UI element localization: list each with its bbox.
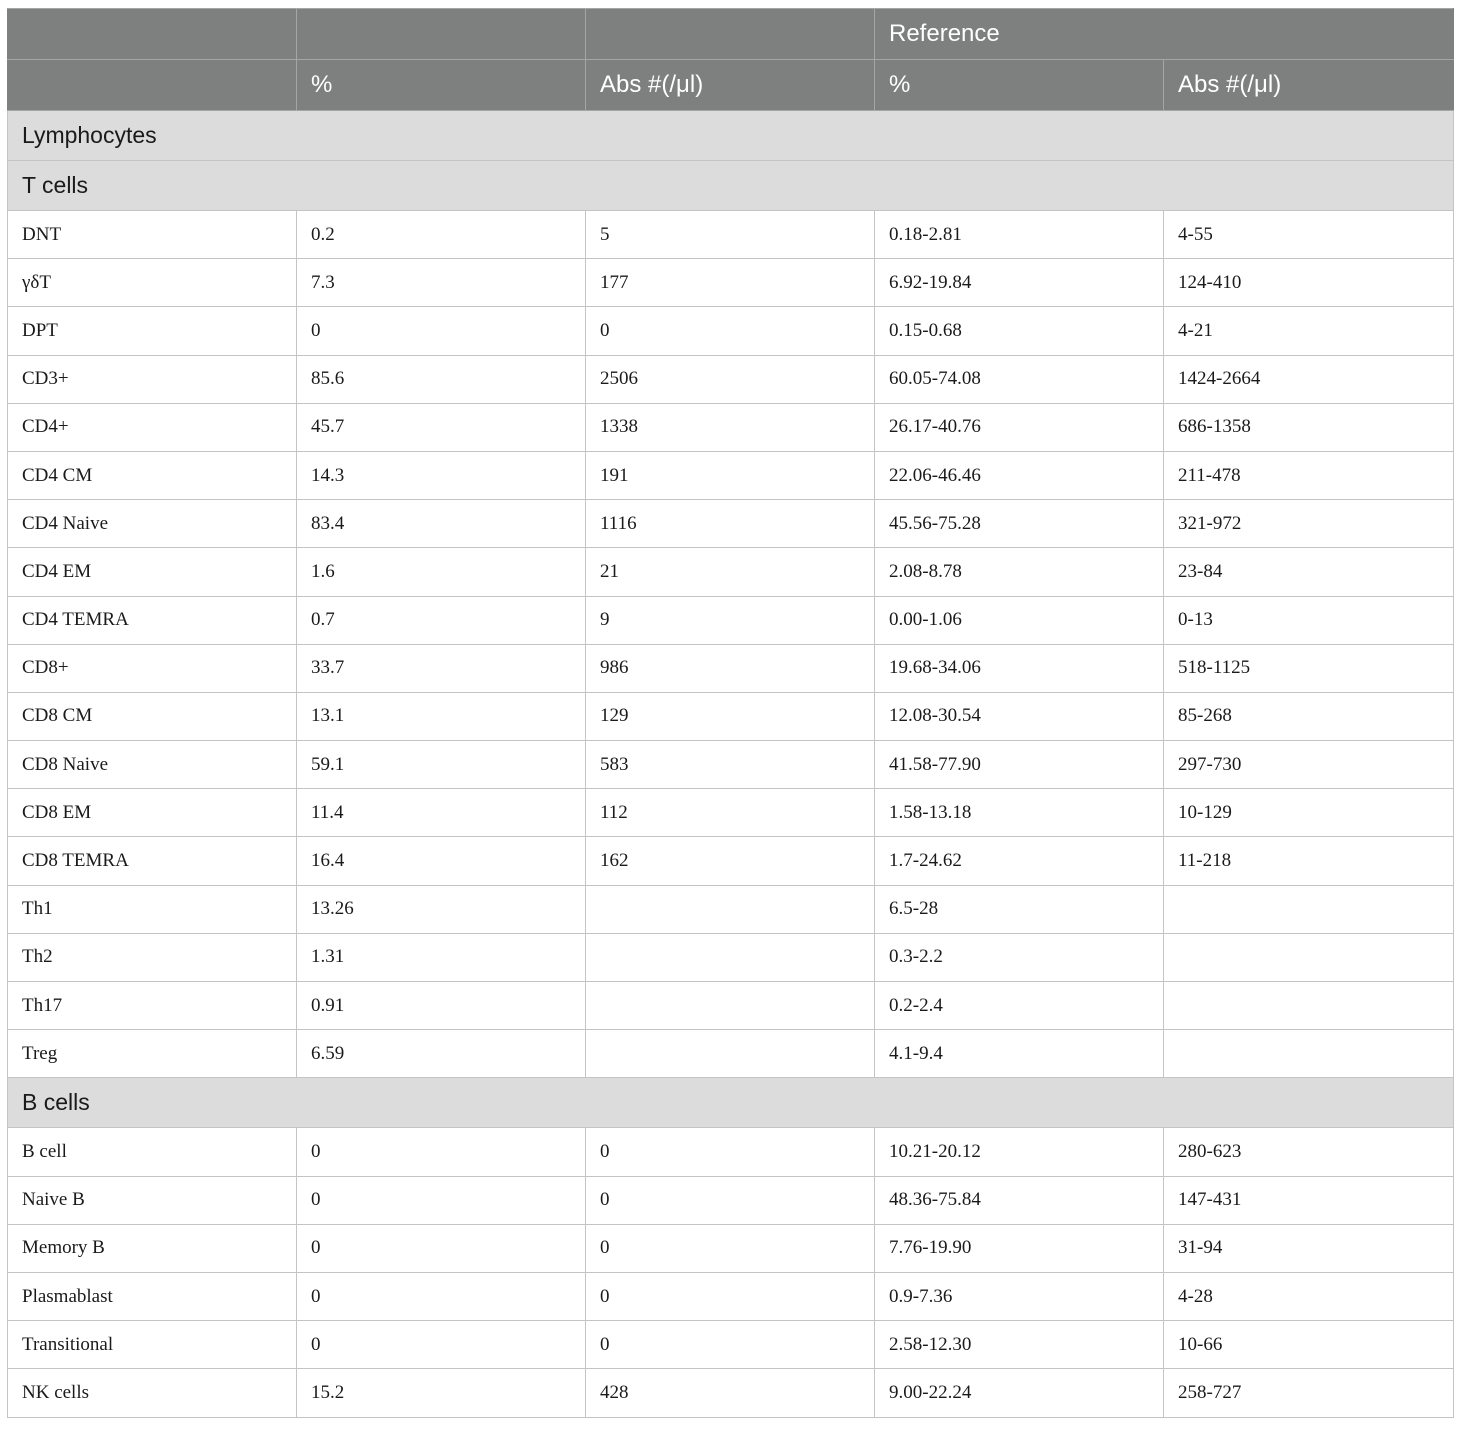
header-cell: [586, 9, 875, 60]
table-cell: 0: [297, 1176, 586, 1224]
table-cell: 1424-2664: [1164, 355, 1454, 403]
header-cell: [297, 9, 586, 60]
table-cell: 0: [586, 1128, 875, 1176]
table-cell: 59.1: [297, 741, 586, 789]
table-row: [8, 500, 1454, 548]
table-row: [8, 451, 1454, 499]
row-label: Plasmablast: [8, 1272, 297, 1320]
table-cell: 22.06-46.46: [875, 451, 1164, 499]
table-cell: [586, 982, 875, 1030]
table-cell: 85-268: [1164, 692, 1454, 740]
table-cell: 83.4: [297, 500, 586, 548]
table-cell: 41.58-77.90: [875, 741, 1164, 789]
table-row: [8, 548, 1454, 596]
table-cell: 9: [586, 596, 875, 644]
table-cell: 11.4: [297, 789, 586, 837]
table-cell: 112: [586, 789, 875, 837]
row-label: NK cells: [8, 1369, 297, 1417]
table-cell: 11-218: [1164, 837, 1454, 885]
header-cell: [8, 9, 297, 60]
row-label: Memory B: [8, 1224, 297, 1272]
table-cell: 33.7: [297, 644, 586, 692]
table-cell: 0: [586, 1321, 875, 1369]
table-cell: 0.2: [297, 211, 586, 259]
table-row: [8, 982, 1454, 1030]
table-cell: 191: [586, 451, 875, 499]
table-cell: 60.05-74.08: [875, 355, 1164, 403]
row-label: γδT: [8, 259, 297, 307]
table-cell: 19.68-34.06: [875, 644, 1164, 692]
table-cell: [1164, 933, 1454, 981]
table-cell: 1116: [586, 500, 875, 548]
table-cell: 7.3: [297, 259, 586, 307]
table-cell: 0: [297, 1321, 586, 1369]
table-row: [8, 789, 1454, 837]
table-row: [8, 644, 1454, 692]
table-row: [8, 692, 1454, 740]
table-cell: 13.26: [297, 885, 586, 933]
table-cell: 1.6: [297, 548, 586, 596]
row-label: CD3+: [8, 355, 297, 403]
table-cell: 280-623: [1164, 1128, 1454, 1176]
table-cell: [1164, 982, 1454, 1030]
table-cell: 6.92-19.84: [875, 259, 1164, 307]
table-cell: 0: [586, 1272, 875, 1320]
table-cell: 147-431: [1164, 1176, 1454, 1224]
table-cell: 4.1-9.4: [875, 1030, 1164, 1078]
header-abs-count: Abs #(/μl): [586, 60, 875, 111]
table-cell: 129: [586, 692, 875, 740]
table-cell: 518-1125: [1164, 644, 1454, 692]
table-cell: 0: [586, 1224, 875, 1272]
table-cell: 0: [297, 1272, 586, 1320]
table-row: [8, 355, 1454, 403]
table-cell: [586, 885, 875, 933]
table-cell: 4-55: [1164, 211, 1454, 259]
table-cell: 162: [586, 837, 875, 885]
row-label: Th1: [8, 885, 297, 933]
table-cell: 14.3: [297, 451, 586, 499]
table-row: [8, 1369, 1454, 1417]
table-cell: 0.7: [297, 596, 586, 644]
table-cell: 16.4: [297, 837, 586, 885]
lymphocyte-subset-table: [7, 8, 1454, 1418]
row-label: CD4 EM: [8, 548, 297, 596]
table-cell: 13.1: [297, 692, 586, 740]
table-cell: 0.91: [297, 982, 586, 1030]
table-row: [8, 1176, 1454, 1224]
table-cell: 211-478: [1164, 451, 1454, 499]
row-label: CD8 CM: [8, 692, 297, 740]
table-cell: 0.2-2.4: [875, 982, 1164, 1030]
table-cell: 2.08-8.78: [875, 548, 1164, 596]
table-row: [8, 837, 1454, 885]
table-row: [8, 1224, 1454, 1272]
table-cell: 2506: [586, 355, 875, 403]
table-cell: 2.58-12.30: [875, 1321, 1164, 1369]
table-cell: 0: [297, 1224, 586, 1272]
header-ref-abs-count: Abs #(/μl): [1164, 60, 1454, 111]
table-header: [8, 9, 1454, 111]
section-label: Lymphocytes: [8, 111, 1454, 161]
table-cell: 0.18-2.81: [875, 211, 1164, 259]
row-label: CD8 TEMRA: [8, 837, 297, 885]
section-row: [8, 1078, 1454, 1128]
table-cell: 1.31: [297, 933, 586, 981]
table-cell: 1.58-13.18: [875, 789, 1164, 837]
table-cell: 321-972: [1164, 500, 1454, 548]
section-label: T cells: [8, 161, 1454, 211]
table-cell: 48.36-75.84: [875, 1176, 1164, 1224]
table-row: [8, 259, 1454, 307]
table-row: [8, 211, 1454, 259]
table-row: [8, 1272, 1454, 1320]
table-cell: 6.59: [297, 1030, 586, 1078]
header-percent: %: [297, 60, 586, 111]
row-label: CD4+: [8, 403, 297, 451]
table-cell: 6.5-28: [875, 885, 1164, 933]
table-row: [8, 1128, 1454, 1176]
table-cell: 0: [586, 307, 875, 355]
table-cell: 258-727: [1164, 1369, 1454, 1417]
table-cell: 1.7-24.62: [875, 837, 1164, 885]
row-label: CD4 TEMRA: [8, 596, 297, 644]
table-cell: 4-21: [1164, 307, 1454, 355]
table-cell: 12.08-30.54: [875, 692, 1164, 740]
table-cell: 583: [586, 741, 875, 789]
row-label: Transitional: [8, 1321, 297, 1369]
row-label: CD8 Naive: [8, 741, 297, 789]
table-cell: 10-66: [1164, 1321, 1454, 1369]
header-row-2: [8, 60, 1454, 111]
row-label: CD4 Naive: [8, 500, 297, 548]
table-body: [8, 111, 1454, 1418]
section-row: [8, 161, 1454, 211]
table-cell: 177: [586, 259, 875, 307]
table-cell: 428: [586, 1369, 875, 1417]
header-cell: [1164, 9, 1454, 60]
table-cell: 686-1358: [1164, 403, 1454, 451]
table-cell: 26.17-40.76: [875, 403, 1164, 451]
table-row: [8, 307, 1454, 355]
row-label: DPT: [8, 307, 297, 355]
table-row: [8, 1321, 1454, 1369]
table-row: [8, 885, 1454, 933]
table-cell: 10.21-20.12: [875, 1128, 1164, 1176]
table-cell: 1338: [586, 403, 875, 451]
row-label: Th17: [8, 982, 297, 1030]
table-cell: 0: [297, 307, 586, 355]
header-cell: [8, 60, 297, 111]
table-cell: 45.7: [297, 403, 586, 451]
table-cell: 0.9-7.36: [875, 1272, 1164, 1320]
table-cell: 15.2: [297, 1369, 586, 1417]
table-cell: 4-28: [1164, 1272, 1454, 1320]
table-cell: 0.3-2.2: [875, 933, 1164, 981]
table-row: [8, 403, 1454, 451]
table-cell: [1164, 885, 1454, 933]
table-row: [8, 596, 1454, 644]
table-row: [8, 933, 1454, 981]
table-cell: [586, 933, 875, 981]
section-label: B cells: [8, 1078, 1454, 1128]
table-cell: 31-94: [1164, 1224, 1454, 1272]
table-cell: 0-13: [1164, 596, 1454, 644]
table-row: [8, 741, 1454, 789]
table-cell: 21: [586, 548, 875, 596]
row-label: B cell: [8, 1128, 297, 1176]
table-cell: 23-84: [1164, 548, 1454, 596]
table-cell: 7.76-19.90: [875, 1224, 1164, 1272]
table-cell: 5: [586, 211, 875, 259]
table-cell: 124-410: [1164, 259, 1454, 307]
table-cell: 0.00-1.06: [875, 596, 1164, 644]
row-label: Naive B: [8, 1176, 297, 1224]
table-cell: 297-730: [1164, 741, 1454, 789]
section-row: [8, 111, 1454, 161]
row-label: CD8 EM: [8, 789, 297, 837]
table-cell: 9.00-22.24: [875, 1369, 1164, 1417]
header-row-1: [8, 9, 1454, 60]
row-label: Treg: [8, 1030, 297, 1078]
header-reference: Reference: [875, 9, 1164, 60]
table-cell: 0: [586, 1176, 875, 1224]
table-cell: 0.15-0.68: [875, 307, 1164, 355]
table-cell: [586, 1030, 875, 1078]
table-cell: 10-129: [1164, 789, 1454, 837]
row-label: Th2: [8, 933, 297, 981]
row-label: CD4 CM: [8, 451, 297, 499]
table-row: [8, 1030, 1454, 1078]
header-ref-percent: %: [875, 60, 1164, 111]
table-cell: [1164, 1030, 1454, 1078]
table-cell: 85.6: [297, 355, 586, 403]
table-cell: 986: [586, 644, 875, 692]
table-cell: 45.56-75.28: [875, 500, 1164, 548]
row-label: CD8+: [8, 644, 297, 692]
table-cell: 0: [297, 1128, 586, 1176]
row-label: DNT: [8, 211, 297, 259]
